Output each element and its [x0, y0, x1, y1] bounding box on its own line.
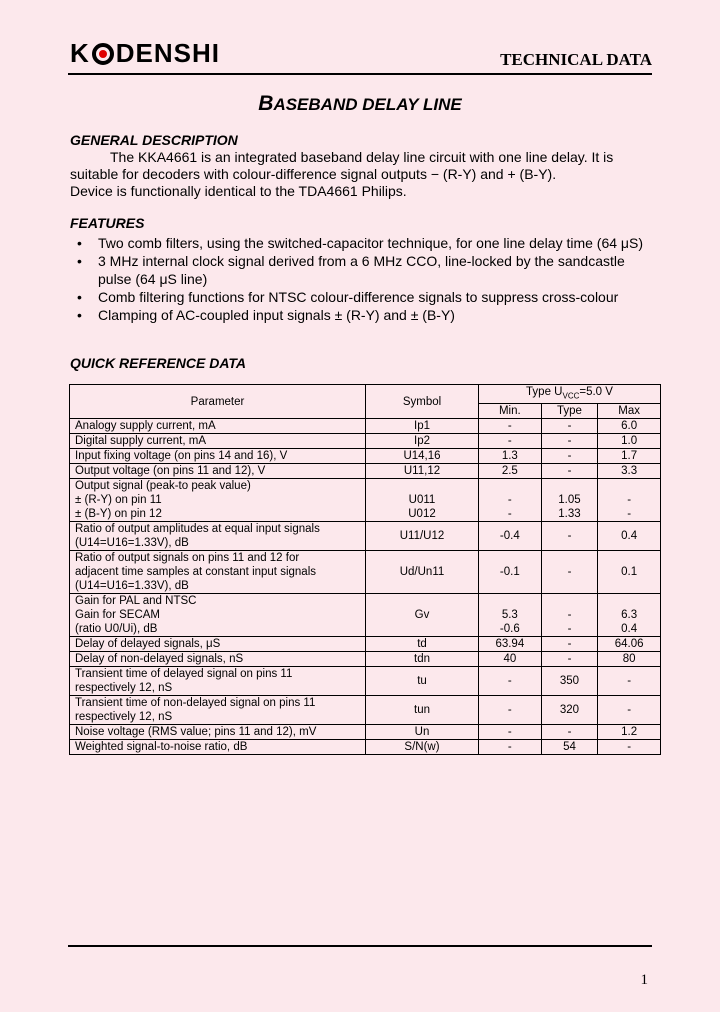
cell-line: U14,16: [403, 450, 441, 463]
cell-max: [598, 419, 661, 434]
cell-symbol: [366, 740, 479, 755]
cell-line: ± (R-Y) on pin 11: [75, 494, 162, 507]
cell-line: Output signal (peak-to peak value): [75, 480, 251, 493]
cell-min: [479, 551, 542, 594]
cell-line: respectively 12, nS: [75, 682, 173, 695]
cell-max: [598, 551, 661, 594]
cell-max: [598, 522, 661, 551]
cell-line: -: [567, 465, 572, 478]
cell-symbol: [366, 419, 479, 434]
cell-line: -: [567, 450, 572, 463]
quick-reference-heading: QUICK REFERENCE DATA: [70, 355, 247, 371]
cell-line: [371, 622, 473, 636]
header-parameter: Parameter: [70, 385, 366, 419]
feature-item: • Two comb filters, using the switched-capacitor technique, for one line delay time (64 μS): [70, 234, 650, 252]
cell-parameter: [70, 551, 366, 594]
cell-line: -: [627, 494, 632, 507]
cell-line: 1.05: [558, 494, 581, 507]
page-title: [0, 92, 720, 116]
header-divider: [68, 73, 652, 75]
table-row: [70, 696, 661, 725]
cell-symbol: [366, 449, 479, 464]
cell-line: -: [507, 420, 512, 433]
cell-line: ± (B-Y) on pin 12: [75, 508, 162, 521]
cell-line: adjacent time samples at constant input signals: [75, 566, 316, 579]
cell-max: [598, 637, 661, 652]
cell-line: Input fixing voltage (on pins 14 and 16), V: [75, 450, 288, 463]
company-logo: [70, 38, 220, 69]
cell-symbol: [366, 551, 479, 594]
cell-line: 54: [563, 741, 576, 754]
cell-line: 6.3: [621, 609, 638, 622]
cell-max: [598, 667, 661, 696]
cell-min: [479, 740, 542, 755]
cell-line: 3.3: [621, 465, 638, 478]
cell-line: 350: [559, 675, 580, 688]
cell-line: -: [627, 741, 632, 754]
general-line-2: suitable for decoders with colour-difference signal outputs − (R-Y) and + (B-Y).: [70, 166, 557, 182]
cell-min: [479, 434, 542, 449]
table-row: [70, 522, 661, 551]
table-row: [70, 594, 661, 637]
cell-line: Output voltage (on pins 11 and 12), V: [75, 465, 266, 478]
header-type-val: =5.0 V: [579, 386, 613, 398]
cell-line: 1.0: [621, 435, 638, 448]
table-row: [70, 725, 661, 740]
general-line-1: The KKA4661 is an integrated baseband delay line circuit with one line delay. It is: [110, 149, 614, 165]
table-row: [70, 551, 661, 594]
table-row: [70, 464, 661, 479]
cell-typ: [541, 652, 598, 667]
page-number: 1: [640, 972, 648, 988]
cell-line: [371, 479, 473, 493]
cell-line: U012: [408, 508, 436, 521]
cell-line: -: [567, 623, 572, 636]
cell-line: Ip2: [414, 435, 430, 448]
cell-line: U11,12: [403, 465, 441, 478]
cell-line: 40: [503, 653, 517, 666]
feature-item: • Comb filtering functions for NTSC colour-difference signals to suppress cross-colour: [70, 288, 650, 306]
cell-line: -: [567, 530, 572, 543]
cell-line: U011: [408, 494, 436, 507]
cell-line: 0.4: [621, 623, 638, 636]
logo-circle-icon: [92, 43, 114, 65]
cell-min: [479, 667, 542, 696]
cell-line: [547, 479, 593, 493]
technical-data-label: TECHNICAL DATA: [500, 50, 652, 69]
cell-line: Ratio of output signals on pins 11 and 12 for: [75, 552, 300, 565]
cell-parameter: [70, 434, 366, 449]
cell-line: -: [507, 741, 512, 754]
cell-line: Un: [414, 726, 430, 739]
cell-line: -: [567, 609, 572, 622]
cell-line: Digital supply current, mA: [75, 435, 207, 448]
cell-line: 6.0: [621, 420, 638, 433]
cell-line: Gain for PAL and NTSC: [75, 595, 197, 608]
cell-typ: [541, 740, 598, 755]
cell-symbol: [366, 464, 479, 479]
feature-item: • 3 MHz internal clock signal derived from a 6 MHz CCO, line-locked by the sandcastle pulse (64 μS line): [70, 252, 650, 288]
table-row: [70, 652, 661, 667]
cell-line: 2.5: [501, 465, 518, 478]
cell-typ: [541, 637, 598, 652]
cell-symbol: [366, 667, 479, 696]
cell-line: -: [567, 420, 572, 433]
cell-max: [598, 725, 661, 740]
cell-min: [479, 419, 542, 434]
header-type-group: [479, 385, 661, 404]
table-row: [70, 637, 661, 652]
cell-symbol: [366, 725, 479, 740]
cell-line: -: [627, 508, 632, 521]
cell-line: -: [627, 704, 632, 717]
cell-typ: [541, 551, 598, 594]
cell-line: -: [507, 508, 512, 521]
cell-line: -: [567, 653, 572, 666]
cell-line: 1.7: [621, 450, 638, 463]
cell-line: [484, 479, 536, 493]
cell-line: 0.4: [621, 530, 638, 543]
cell-line: -: [567, 566, 572, 579]
cell-line: Weighted signal-to-noise ratio, dB: [75, 741, 248, 754]
cell-line: [484, 594, 536, 608]
cell-typ: [541, 725, 598, 740]
header-type: Type U: [526, 386, 563, 398]
cell-line: Ud/Un11: [399, 566, 445, 579]
title-rest: ASEBAND DELAY LINE: [273, 95, 462, 114]
cell-line: -: [567, 435, 572, 448]
cell-symbol: [366, 652, 479, 667]
cell-line: 64.06: [614, 638, 644, 651]
table-row: [70, 667, 661, 696]
cell-min: [479, 652, 542, 667]
cell-line: S/N(w): [404, 741, 440, 754]
cell-line: Noise voltage (RMS value; pins 11 and 12), mV: [75, 726, 317, 739]
cell-line: -0.4: [499, 530, 520, 543]
header-symbol: Symbol: [366, 385, 479, 419]
cell-parameter: [70, 652, 366, 667]
cell-line: Analogy supply current, mA: [75, 420, 216, 433]
cell-line: [603, 479, 655, 493]
cell-parameter: [70, 449, 366, 464]
cell-line: -: [507, 704, 512, 717]
cell-min: [479, 522, 542, 551]
header-type-sub: VCC: [562, 391, 580, 401]
cell-parameter: [70, 725, 366, 740]
cell-line: -: [567, 638, 572, 651]
logo-letter-k: K: [70, 38, 90, 68]
feature-item: • Clamping of AC-coupled input signals ± (R-Y) and ± (B-Y): [70, 306, 650, 324]
cell-line: Ip1: [414, 420, 430, 433]
cell-line: tdn: [414, 653, 430, 666]
cell-line: Transient time of non-delayed signal on pins 11: [75, 697, 316, 710]
table-row: [70, 434, 661, 449]
cell-line: (ratio U0/Ui), dB: [75, 623, 158, 636]
table-header-row: [70, 385, 661, 404]
cell-max: [598, 696, 661, 725]
header-min: Min.: [479, 404, 542, 419]
cell-symbol: [366, 637, 479, 652]
cell-line: -: [567, 726, 572, 739]
cell-line: -: [507, 726, 512, 739]
cell-symbol: [366, 696, 479, 725]
cell-line: td: [417, 638, 427, 651]
cell-parameter: [70, 419, 366, 434]
cell-min: [479, 725, 542, 740]
table-row: [70, 740, 661, 755]
cell-line: -: [507, 494, 512, 507]
cell-line: [547, 594, 593, 608]
cell-max: [598, 652, 661, 667]
cell-line: Delay of delayed signals, μS: [75, 638, 221, 651]
cell-line: -: [627, 675, 632, 688]
cell-parameter: [70, 522, 366, 551]
general-description-text: [70, 149, 650, 200]
cell-typ: [541, 667, 598, 696]
table-body: [70, 419, 661, 755]
cell-typ: [541, 419, 598, 434]
cell-line: 5.3: [501, 609, 518, 622]
features-heading: FEATURES: [70, 215, 145, 231]
general-description-heading: GENERAL DESCRIPTION: [70, 132, 238, 148]
cell-max: [598, 434, 661, 449]
cell-typ: [541, 464, 598, 479]
table-row: [70, 419, 661, 434]
cell-symbol: [366, 434, 479, 449]
cell-max: [598, 464, 661, 479]
cell-typ: [541, 594, 598, 637]
cell-line: tu: [417, 675, 427, 688]
cell-line: Gain for SECAM: [75, 609, 160, 622]
cell-line: Delay of non-delayed signals, nS: [75, 653, 244, 666]
cell-typ: [541, 696, 598, 725]
cell-line: 63.94: [495, 638, 525, 651]
cell-line: Transient time of delayed signal on pins 11: [75, 668, 293, 681]
cell-max: [598, 740, 661, 755]
footer-divider: [68, 945, 652, 947]
cell-parameter: [70, 594, 366, 637]
logo-text: DENSHI: [115, 38, 221, 68]
cell-parameter: [70, 696, 366, 725]
cell-line: [603, 594, 655, 608]
cell-line: Ratio of output amplitudes at equal input signals: [75, 523, 320, 536]
cell-parameter: [70, 464, 366, 479]
general-line-3: Device is functionally identical to the TDA4661 Philips.: [70, 183, 407, 199]
cell-typ: [541, 434, 598, 449]
cell-parameter: [70, 740, 366, 755]
cell-line: (U14=U16=1.33V), dB: [75, 580, 189, 593]
header-typ: Type: [541, 404, 598, 419]
cell-max: [598, 479, 661, 522]
cell-max: [598, 449, 661, 464]
cell-line: 80: [622, 653, 636, 666]
table-row: [70, 449, 661, 464]
cell-line: -0.6: [499, 623, 520, 636]
cell-line: [371, 594, 473, 608]
cell-min: [479, 464, 542, 479]
cell-typ: [541, 479, 598, 522]
cell-min: [479, 449, 542, 464]
cell-line: respectively 12, nS: [75, 711, 173, 724]
cell-line: Gv: [414, 609, 430, 622]
features-list: [70, 234, 650, 324]
cell-line: tun: [414, 704, 430, 717]
cell-line: -0.1: [499, 566, 520, 579]
cell-symbol: [366, 594, 479, 637]
cell-line: 320: [559, 704, 580, 717]
cell-min: [479, 637, 542, 652]
cell-line: 1.3: [501, 450, 518, 463]
cell-line: -: [507, 435, 512, 448]
cell-line: 1.2: [621, 726, 638, 739]
cell-typ: [541, 449, 598, 464]
cell-line: U11/U12: [399, 530, 445, 543]
cell-min: [479, 479, 542, 522]
cell-line: 1.33: [558, 508, 581, 521]
title-initial: B: [258, 92, 274, 115]
cell-parameter: [70, 637, 366, 652]
cell-line: 0.1: [621, 566, 638, 579]
cell-min: [479, 594, 542, 637]
table-row: [70, 479, 661, 522]
cell-typ: [541, 522, 598, 551]
cell-line: (U14=U16=1.33V), dB: [75, 537, 189, 550]
cell-symbol: [366, 522, 479, 551]
cell-parameter: [70, 479, 366, 522]
cell-symbol: [366, 479, 479, 522]
cell-max: [598, 594, 661, 637]
cell-line: -: [507, 675, 512, 688]
cell-parameter: [70, 667, 366, 696]
cell-min: [479, 696, 542, 725]
quick-reference-table: [69, 384, 661, 755]
header-max: Max: [598, 404, 661, 419]
